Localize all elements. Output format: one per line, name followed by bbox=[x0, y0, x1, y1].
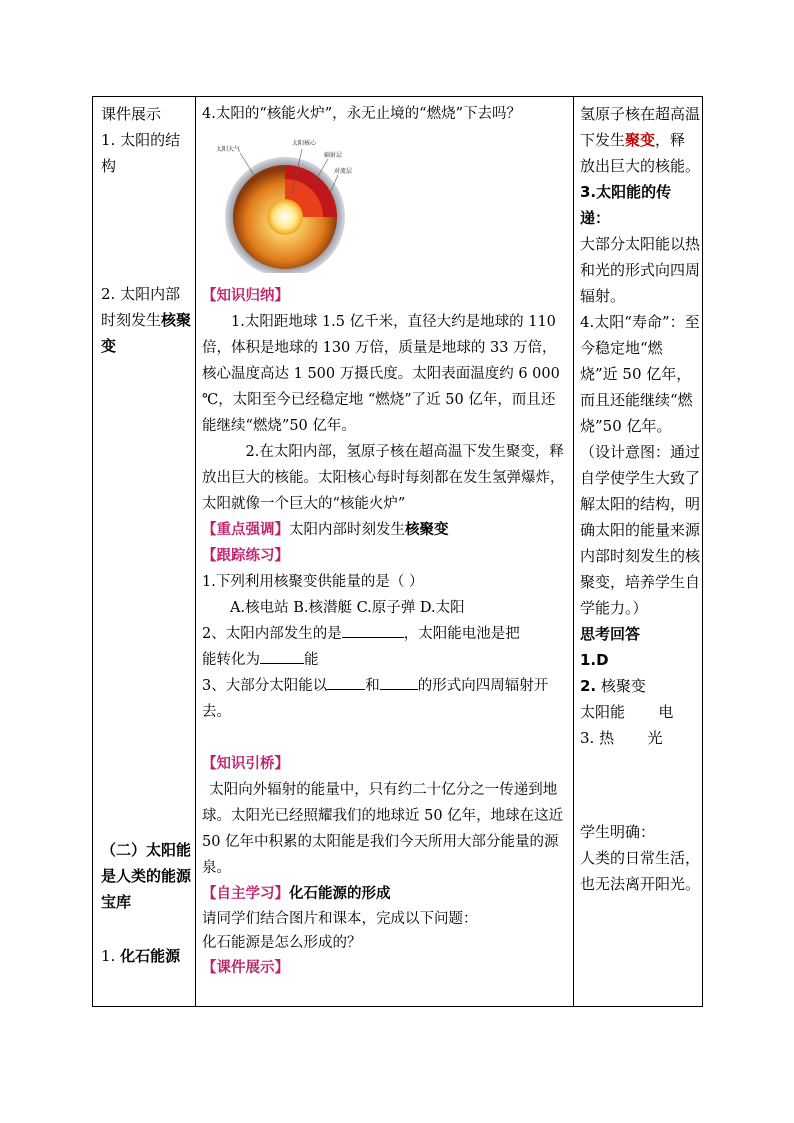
exercise-1-options: A.核电站 B.核潜艇 C.原子弹 D.太阳 bbox=[230, 600, 465, 616]
right-heading-transfer: 3.太阳能的传递： bbox=[580, 183, 672, 227]
lesson-table bbox=[92, 96, 703, 1007]
left-fossil-energy: 1. 化石能源 bbox=[101, 947, 181, 965]
right-answer-1: 1.D bbox=[580, 651, 609, 669]
diagram-label: 太阳大气 bbox=[216, 146, 241, 153]
summary-paragraph-2: 2.在太阳内部，氢原子核在超高温下发生聚变，释放出巨大的核能。太阳核心每时每刻都在发生氢弹爆炸，太阳就像一个巨大的“核能火炉” bbox=[202, 444, 565, 512]
diagram-label: 辐射层 bbox=[324, 152, 343, 159]
self-study-question-1: 请同学们结合图片和课本，完成以下问题： bbox=[202, 911, 478, 927]
left-sun-structure: 1. 太阳的结构 bbox=[101, 131, 181, 175]
self-study-question-2: 化石能源是怎么形成的？ bbox=[202, 935, 362, 951]
right-answer-3: 3. 热 光 bbox=[580, 729, 663, 747]
tag-summary: 【知识归纳】 bbox=[202, 288, 289, 304]
summary-paragraph-1: 1.太阳距地球 1.5 亿千米，直径大约是地球的 110 倍，体积是地球的 130 万倍，质量是地球的 33 万倍，核心温度高达 1 500 万摄氏度。太阳表面温度约 6 000 ℃，太阳至今已经稳定地 “燃烧”了近 50 亿年，而且还能继续“燃烧”50 亿年。 bbox=[202, 314, 560, 434]
diagram-label: 对流层 bbox=[334, 168, 353, 175]
tag-practice: 【跟踪练习】 bbox=[202, 548, 289, 564]
exercise-3: 3、大部分太阳能以 和 的形式向四周辐射开去。 bbox=[202, 673, 567, 725]
middle-column bbox=[196, 97, 573, 1006]
answer-blank[interactable] bbox=[342, 621, 404, 638]
right-design-intent: （设计意图：通过自学使学生大致了解太阳的结构，明确太阳的能量来源内部时刻发生的核聚变，培养学生自学能力。） bbox=[580, 443, 701, 617]
right-student-clarify: 学生明确： bbox=[580, 823, 656, 841]
answer-blank[interactable] bbox=[380, 673, 418, 690]
left-course-show: 课件展示 bbox=[101, 105, 162, 123]
left-energy-treasure: （二）太阳能是人类的能源宝库 bbox=[101, 841, 192, 911]
self-study-line: 【自主学习】化石能源的形成 bbox=[202, 886, 391, 902]
tag-course-show: 【课件展示】 bbox=[202, 960, 289, 976]
right-column bbox=[574, 97, 702, 1006]
right-daily-life: 人类的日常生活，也无法离开阳光。 bbox=[580, 849, 701, 893]
tag-bridge: 【知识引桥】 bbox=[202, 756, 289, 772]
exercise-1: 1.下列利用核聚变供能量的是（ ） bbox=[202, 574, 424, 590]
answer-blank[interactable] bbox=[260, 647, 304, 664]
sun-core bbox=[267, 199, 303, 235]
right-lifespan-text: 4.太阳“寿命”：至今稳定地“燃烧”近 50 亿年，而且还能继续“燃烧”50 亿年。 bbox=[580, 313, 700, 435]
left-column bbox=[93, 97, 195, 1006]
emphasis-line: 【重点强调】太阳内部时刻发生核聚变 bbox=[202, 522, 449, 538]
answer-blank[interactable] bbox=[327, 673, 365, 690]
exercise-2: 2、太阳内部发生的是 ，太阳能电池是把 能转化为 能 bbox=[202, 621, 567, 673]
right-transfer-text: 大部分太阳能以热和光的形式向四周辐射。 bbox=[580, 235, 701, 305]
diagram-label: 太阳核心 bbox=[292, 140, 317, 147]
question-4: 4.太阳的“核能火炉”，永无止境的“燃烧”下去吗？ bbox=[202, 106, 521, 122]
right-answer-2b: 太阳能 电 bbox=[580, 703, 674, 721]
left-fusion-item: 2. 太阳内部时刻发生核聚变 bbox=[101, 285, 192, 355]
right-think-answer: 思考回答 bbox=[580, 625, 641, 643]
bridge-paragraph: 太阳向外辐射的能量中，只有约二十亿分之一传递到地球。太阳光已经照耀我们的地球近 50 亿年，地球在这近 50 亿年中积累的太阳能是我们今天所用大部分能量的源泉。 bbox=[202, 782, 564, 876]
sun-structure-diagram bbox=[210, 131, 360, 273]
right-fusion-note: 氢原子核在超高温下发生聚变，释放出巨大的核能。 bbox=[580, 105, 701, 175]
right-answer-2: 2. 核聚变 bbox=[580, 677, 646, 695]
